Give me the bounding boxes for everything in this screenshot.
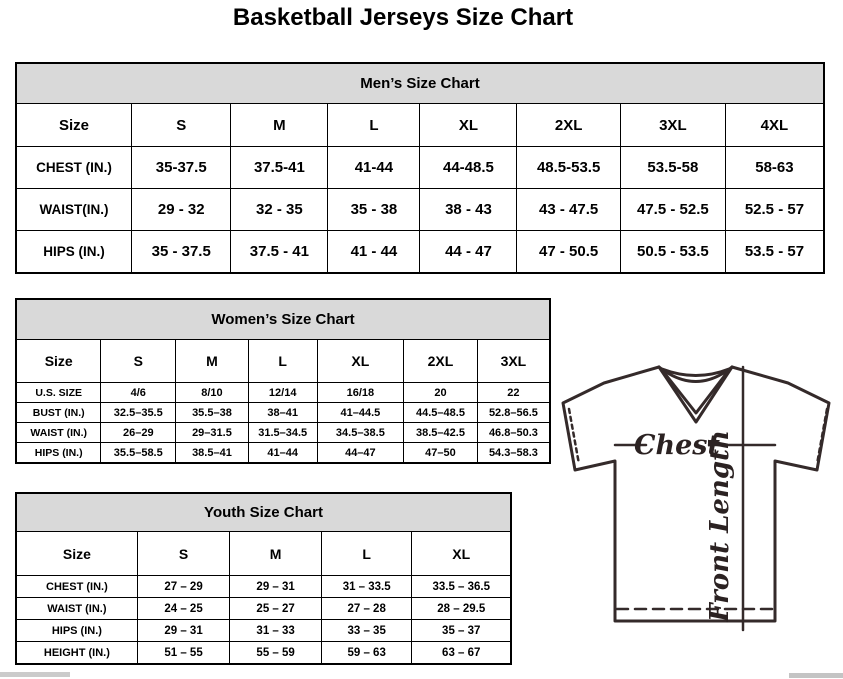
value-cell: 44-48.5 xyxy=(420,147,517,189)
value-cell: 16/18 xyxy=(317,383,404,403)
value-cell: 35 - 37.5 xyxy=(132,231,231,274)
value-cell: 59 – 63 xyxy=(321,642,412,665)
value-cell: 24 – 25 xyxy=(137,598,230,620)
table-row xyxy=(16,231,824,274)
row-label: HIPS (IN.) xyxy=(16,443,101,464)
value-cell: 41–44.5 xyxy=(317,403,404,423)
row-label: WAIST(IN.) xyxy=(16,189,132,231)
value-cell: 47 - 50.5 xyxy=(517,231,620,274)
value-cell: 27 – 28 xyxy=(321,598,412,620)
value-cell: 29 - 32 xyxy=(132,189,231,231)
value-cell: 25 – 27 xyxy=(230,598,322,620)
right-cuff-dashed-line xyxy=(817,409,827,464)
value-cell: 28 – 29.5 xyxy=(412,598,511,620)
table-row xyxy=(16,423,550,443)
table-row xyxy=(16,642,511,665)
table-row xyxy=(16,403,550,423)
value-cell: 33.5 – 36.5 xyxy=(412,576,511,598)
size-column-header: Size xyxy=(16,532,137,576)
size-cell: 2XL xyxy=(517,104,620,147)
horizontal-scrollbar-thumb-right[interactable] xyxy=(789,673,843,678)
value-cell: 48.5-53.5 xyxy=(517,147,620,189)
value-cell: 35.5–38 xyxy=(176,403,249,423)
table-row xyxy=(16,443,550,464)
table-row xyxy=(16,383,550,403)
value-cell: 58-63 xyxy=(725,147,824,189)
size-cell: S xyxy=(132,104,231,147)
value-cell: 35 - 38 xyxy=(328,189,420,231)
mens-size-table xyxy=(15,62,825,274)
value-cell: 54.3–58.3 xyxy=(477,443,550,464)
size-cell: XL xyxy=(317,340,404,383)
size-cell: M xyxy=(176,340,249,383)
value-cell: 44 - 47 xyxy=(420,231,517,274)
size-cell: 3XL xyxy=(477,340,550,383)
value-cell: 32 - 35 xyxy=(231,189,328,231)
value-cell: 31 – 33 xyxy=(230,620,322,642)
size-cell: M xyxy=(230,532,322,576)
row-label: CHEST (IN.) xyxy=(16,576,137,598)
jersey-outline-svg xyxy=(556,358,840,654)
row-label: CHEST (IN.) xyxy=(16,147,132,189)
value-cell: 37.5-41 xyxy=(231,147,328,189)
value-cell: 53.5 - 57 xyxy=(725,231,824,274)
value-cell: 41–44 xyxy=(248,443,317,464)
womens-size-table xyxy=(15,298,551,464)
value-cell: 26–29 xyxy=(101,423,176,443)
value-cell: 63 – 67 xyxy=(412,642,511,665)
row-label: BUST (IN.) xyxy=(16,403,101,423)
page-title: Basketball Jerseys Size Chart xyxy=(232,4,574,31)
row-label: HIPS (IN.) xyxy=(16,231,132,274)
value-cell: 31.5–34.5 xyxy=(248,423,317,443)
value-cell: 37.5 - 41 xyxy=(231,231,328,274)
size-cell: M xyxy=(231,104,328,147)
value-cell: 38 - 43 xyxy=(420,189,517,231)
size-cell: XL xyxy=(420,104,517,147)
value-cell: 29 – 31 xyxy=(230,576,322,598)
table-title: Women’s Size Chart xyxy=(16,299,550,340)
horizontal-scrollbar-thumb-left[interactable] xyxy=(0,672,70,677)
row-label: HIPS (IN.) xyxy=(16,620,137,642)
value-cell: 47.5 - 52.5 xyxy=(620,189,725,231)
size-cell: L xyxy=(321,532,412,576)
chest-label: Chest xyxy=(634,430,720,461)
size-header-row xyxy=(16,532,511,576)
value-cell: 4/6 xyxy=(101,383,176,403)
row-label: HEIGHT (IN.) xyxy=(16,642,137,665)
table-row xyxy=(16,189,824,231)
front-length-label: Front Length xyxy=(705,430,735,622)
size-header-row xyxy=(16,340,550,383)
row-label: WAIST (IN.) xyxy=(16,423,101,443)
value-cell: 47–50 xyxy=(404,443,478,464)
value-cell: 44–47 xyxy=(317,443,404,464)
value-cell: 41 - 44 xyxy=(328,231,420,274)
youth-size-table xyxy=(15,492,512,665)
jersey-body-outline xyxy=(563,367,829,621)
value-cell: 31 – 33.5 xyxy=(321,576,412,598)
table-title: Youth Size Chart xyxy=(16,493,511,532)
size-cell: 3XL xyxy=(620,104,725,147)
value-cell: 35.5–58.5 xyxy=(101,443,176,464)
size-cell: L xyxy=(328,104,420,147)
value-cell: 46.8–50.3 xyxy=(477,423,550,443)
table-row xyxy=(16,620,511,642)
value-cell: 55 – 59 xyxy=(230,642,322,665)
size-column-header: Size xyxy=(16,104,132,147)
size-cell: XL xyxy=(412,532,511,576)
size-cell: S xyxy=(137,532,230,576)
size-column-header: Size xyxy=(16,340,101,383)
row-label: WAIST (IN.) xyxy=(16,598,137,620)
value-cell: 44.5–48.5 xyxy=(404,403,478,423)
value-cell: 38–41 xyxy=(248,403,317,423)
table-row xyxy=(16,598,511,620)
value-cell: 38.5–41 xyxy=(176,443,249,464)
jersey-measurement-diagram xyxy=(556,358,840,654)
value-cell: 29 – 31 xyxy=(137,620,230,642)
value-cell: 8/10 xyxy=(176,383,249,403)
value-cell: 52.5 - 57 xyxy=(725,189,824,231)
row-label: U.S. SIZE xyxy=(16,383,101,403)
value-cell: 20 xyxy=(404,383,478,403)
value-cell: 38.5–42.5 xyxy=(404,423,478,443)
table-row xyxy=(16,147,824,189)
value-cell: 52.8–56.5 xyxy=(477,403,550,423)
value-cell: 22 xyxy=(477,383,550,403)
value-cell: 51 – 55 xyxy=(137,642,230,665)
size-cell: 4XL xyxy=(725,104,824,147)
value-cell: 29–31.5 xyxy=(176,423,249,443)
value-cell: 53.5-58 xyxy=(620,147,725,189)
size-cell: L xyxy=(248,340,317,383)
value-cell: 27 – 29 xyxy=(137,576,230,598)
table-row xyxy=(16,576,511,598)
value-cell: 33 – 35 xyxy=(321,620,412,642)
value-cell: 35-37.5 xyxy=(132,147,231,189)
value-cell: 50.5 - 53.5 xyxy=(620,231,725,274)
table-title: Men’s Size Chart xyxy=(16,63,824,104)
size-header-row xyxy=(16,104,824,147)
value-cell: 12/14 xyxy=(248,383,317,403)
size-cell: 2XL xyxy=(404,340,478,383)
value-cell: 34.5–38.5 xyxy=(317,423,404,443)
value-cell: 41-44 xyxy=(328,147,420,189)
value-cell: 32.5–35.5 xyxy=(101,403,176,423)
size-cell: S xyxy=(101,340,176,383)
value-cell: 43 - 47.5 xyxy=(517,189,620,231)
value-cell: 35 – 37 xyxy=(412,620,511,642)
